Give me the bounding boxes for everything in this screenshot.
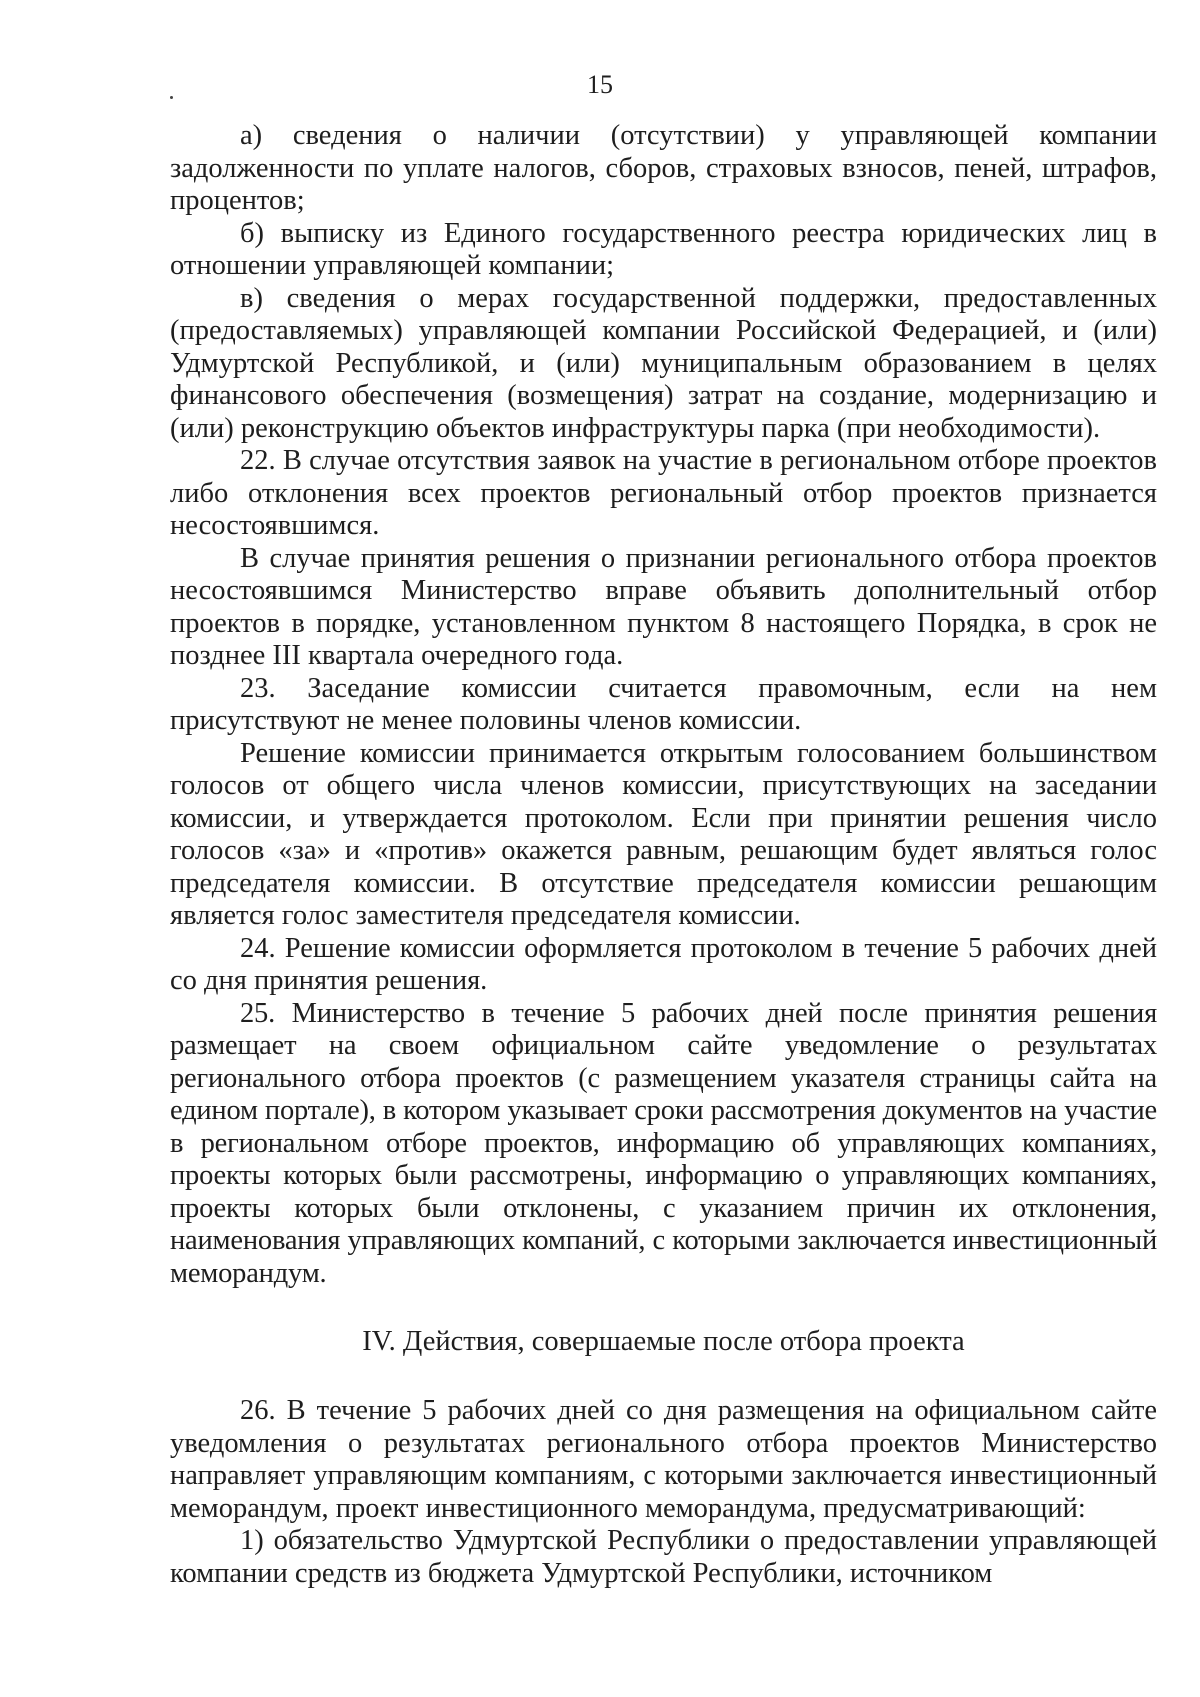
paragraph-v-state-support: в) сведения о мерах государственной поддержки, предоставленных (предоставляемых) управляющей компании Российской Федерацией, и (или) Удмуртской Республикой, и (или) муниципальным образованием в целях финансового обеспечения (возмещения) затрат на создание, модернизацию и (или) реконструкцию объектов инфраструктуры парка (при необходимости). — [170, 282, 1157, 444]
paragraph-25: 25. Министерство в течение 5 рабочих дней после принятия решения размещает на своем официальном сайте уведомление о результатах регионального отбора проектов (с размещением указателя страницы сайта на едином портале), в котором указывает сроки рассмотрения документов на участие в региональном отборе проектов, информацию об управляющих компаниях, проекты которых были рассмотрены, информацию о управляющих компаниях, проекты которых были отклонены, с указанием причин их отклонения, наименования управляющих компаний, с которыми заключается инвестиционный меморандум. — [170, 997, 1157, 1289]
paragraph-22-additional-selection: В случае принятия решения о признании регионального отбора проектов несостоявшимся Министерство вправе объявить дополнительный отбор проектов в порядке, установленном пунктом 8 настоящего Порядка, в срок не позднее III квартала очередного года. — [170, 542, 1157, 671]
paragraph-a-debt-info: а) сведения о наличии (отсутствии) у управляющей компании задолженности по уплате налогов, сборов, страховых взносов, пеней, штрафов, процентов; — [170, 120, 1157, 216]
paragraph-23-commission-decision: Решение комиссии принимается открытым голосованием большинством голосов от общего числа членов комиссии, присутствующих на заседании комиссии, и утверждается протоколом. Если при принятии решения число голосов «за» и «против» окажется равным, решающим будет являться голос председателя комиссии. В отсутствие председателя комиссии решающим является голос заместителя председателя комиссии. — [170, 737, 1157, 931]
paragraph-26-item-1: 1) обязательство Удмуртской Республики о предоставлении управляющей компании средств из бюджета Удмуртской Республики, источником — [170, 1525, 1157, 1589]
document-body — [170, 120, 1157, 1590]
paragraph-23: 23. Заседание комиссии считается правомочным, если на нем присутствуют не менее половины членов комиссии. — [170, 672, 1157, 736]
paragraph-b-registry-extract: б) выписку из Единого государственного реестра юридических лиц в отношении управляющей компании; — [170, 217, 1157, 281]
paragraph-26: 26. В течение 5 рабочих дней со дня размещения на официальном сайте уведомления о результатах регионального отбора проектов Министерство направляет управляющим компаниям, с которыми заключается инвестиционный меморандум, проект инвестиционного меморандума, предусматривающий: — [170, 1395, 1157, 1524]
page-number: 15 — [587, 70, 613, 99]
scan-speck — [170, 96, 173, 99]
paragraph-22: 22. В случае отсутствия заявок на участие в региональном отборе проектов либо отклонения всех проектов региональный отбор проектов признается несостоявшимся. — [170, 445, 1157, 541]
section-heading: IV. Действия, совершаемые после отбора проекта — [362, 1326, 965, 1357]
paragraph-24: 24. Решение комиссии оформляется протоколом в течение 5 рабочих дней со дня принятия решения. — [170, 932, 1157, 996]
